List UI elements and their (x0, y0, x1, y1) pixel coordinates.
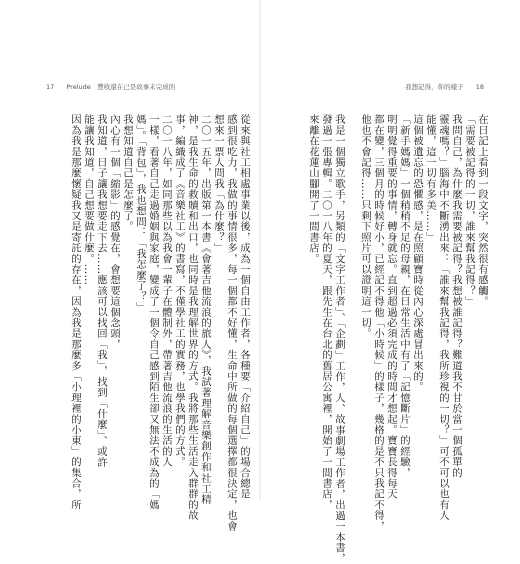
text-column: 「新手媽媽」一個稍稍不足的母親，在日常生活中有了「記憶斷片」的經驗， (398, 114, 410, 478)
text-column: 我問自己，為什麼我需要被記得？我想被誰記得？難道我不甘於當一個孤單的 (450, 114, 462, 478)
text-column: 來離在花蓮山腳開了一間書店。 (307, 114, 319, 264)
text-column: 二〇一五年，出版第一本書《會著吉他流浪的旅人》，我試著理解音樂創作和社工精 (199, 114, 211, 505)
page-gutter (259, 0, 261, 500)
right-running-title: 我想記得，你的樣子 (405, 83, 464, 91)
text-column: 他也不會記得……只剩下照片可以證明這一切。 (359, 114, 371, 339)
text-column: 能讓我知道，自己想要做什麼。…… (82, 114, 94, 286)
text-column: 因為我是那麼懷疑我又是寄託的存在，因為我是那麼多「小理裡的小東」的集合，所 (69, 114, 81, 510)
text-column: 感到很吃力，我做的事情很多，每一個都不好懂，生命中所做的每個選擇都很決定，也會 (225, 114, 237, 532)
right-page-number: 18 (475, 83, 484, 91)
column-spacer (345, 114, 358, 432)
text-column: 二〇一八年，如同那些以為我會一輩子在體制外，帶著吉他流浪的生活的人 (160, 114, 172, 468)
text-column: 發過一張專輯。二〇一八年的夏天，跟先生在台北的舊居公寓裡，開始了一間書店， (320, 114, 332, 510)
text-column: 都在變，三個月的時候好小，已經記不得他「小時候」的樣子，幾格的是不只我記不得， (372, 114, 384, 532)
text-column: 這個被遺忘的恐懼感，是在照顧寶時從內心深處冒出來的。 (411, 114, 423, 393)
right-page-text (292, 114, 488, 564)
text-column: 我是一個獨立歌手，另類的「文字工作者」、「企劃」工作，人、故事劇場工作者，出過一本書， (333, 114, 345, 564)
text-column: 在日記上看到一段文字，突然很有感觸。 (476, 114, 488, 307)
text-column: 靈魂嗎？」腦海中不斷湧出來：「誰來幫我記得，我所珍視的一切？」可不可以也有人 (437, 114, 449, 521)
left-page-header (46, 82, 175, 91)
right-page-header (405, 82, 484, 91)
text-column: 想來一票人問我「為什麼？」 (212, 114, 224, 254)
text-column: 能懂，這一切有多美……」 (424, 114, 436, 243)
text-column: 媽」。「背包」，我也想問：「我怎麼了？」 (134, 114, 146, 313)
text-column: 神，是我生命的救贖和出口，也同時是我理解世界的方式。我將那些生活走入群群的故 (186, 114, 198, 521)
text-column: 內心有一個「縮影」的感覺在，會想要這個念頭， (108, 114, 120, 350)
left-page-number: 17 (46, 83, 55, 91)
text-column: 我想知道自己是怎麼了。 (121, 114, 133, 232)
text-column: 明明覺得重要的事情，轉身就忘。直到超過必須完成的時間才想起。寶寶長得每天 (385, 114, 397, 500)
text-column: 事，編織成了《音樂社工》的書寫，不僅學社工的實務，也學我們的方式。 (173, 114, 185, 468)
text-column: 一樣，看著自己走過婚姻與家庭，變成了一個令自己感到陌生卻又無法不成為的「媽 (147, 114, 159, 510)
left-page-text (69, 114, 250, 532)
text-column: 我知道，日子讓我想要走下去……應該可以找回「我」，找到「什麼」、或許 (95, 114, 107, 468)
text-column: 「需要被記得的一切，誰來幫我記得？」 (463, 114, 475, 307)
text-column: 從來與社工相處事業以後，成為一個自由工作者，各種要「介紹自己」的場合總是 (238, 114, 250, 500)
left-running-title: Prelude 豐收還在已是故事未完成的 (66, 83, 176, 91)
